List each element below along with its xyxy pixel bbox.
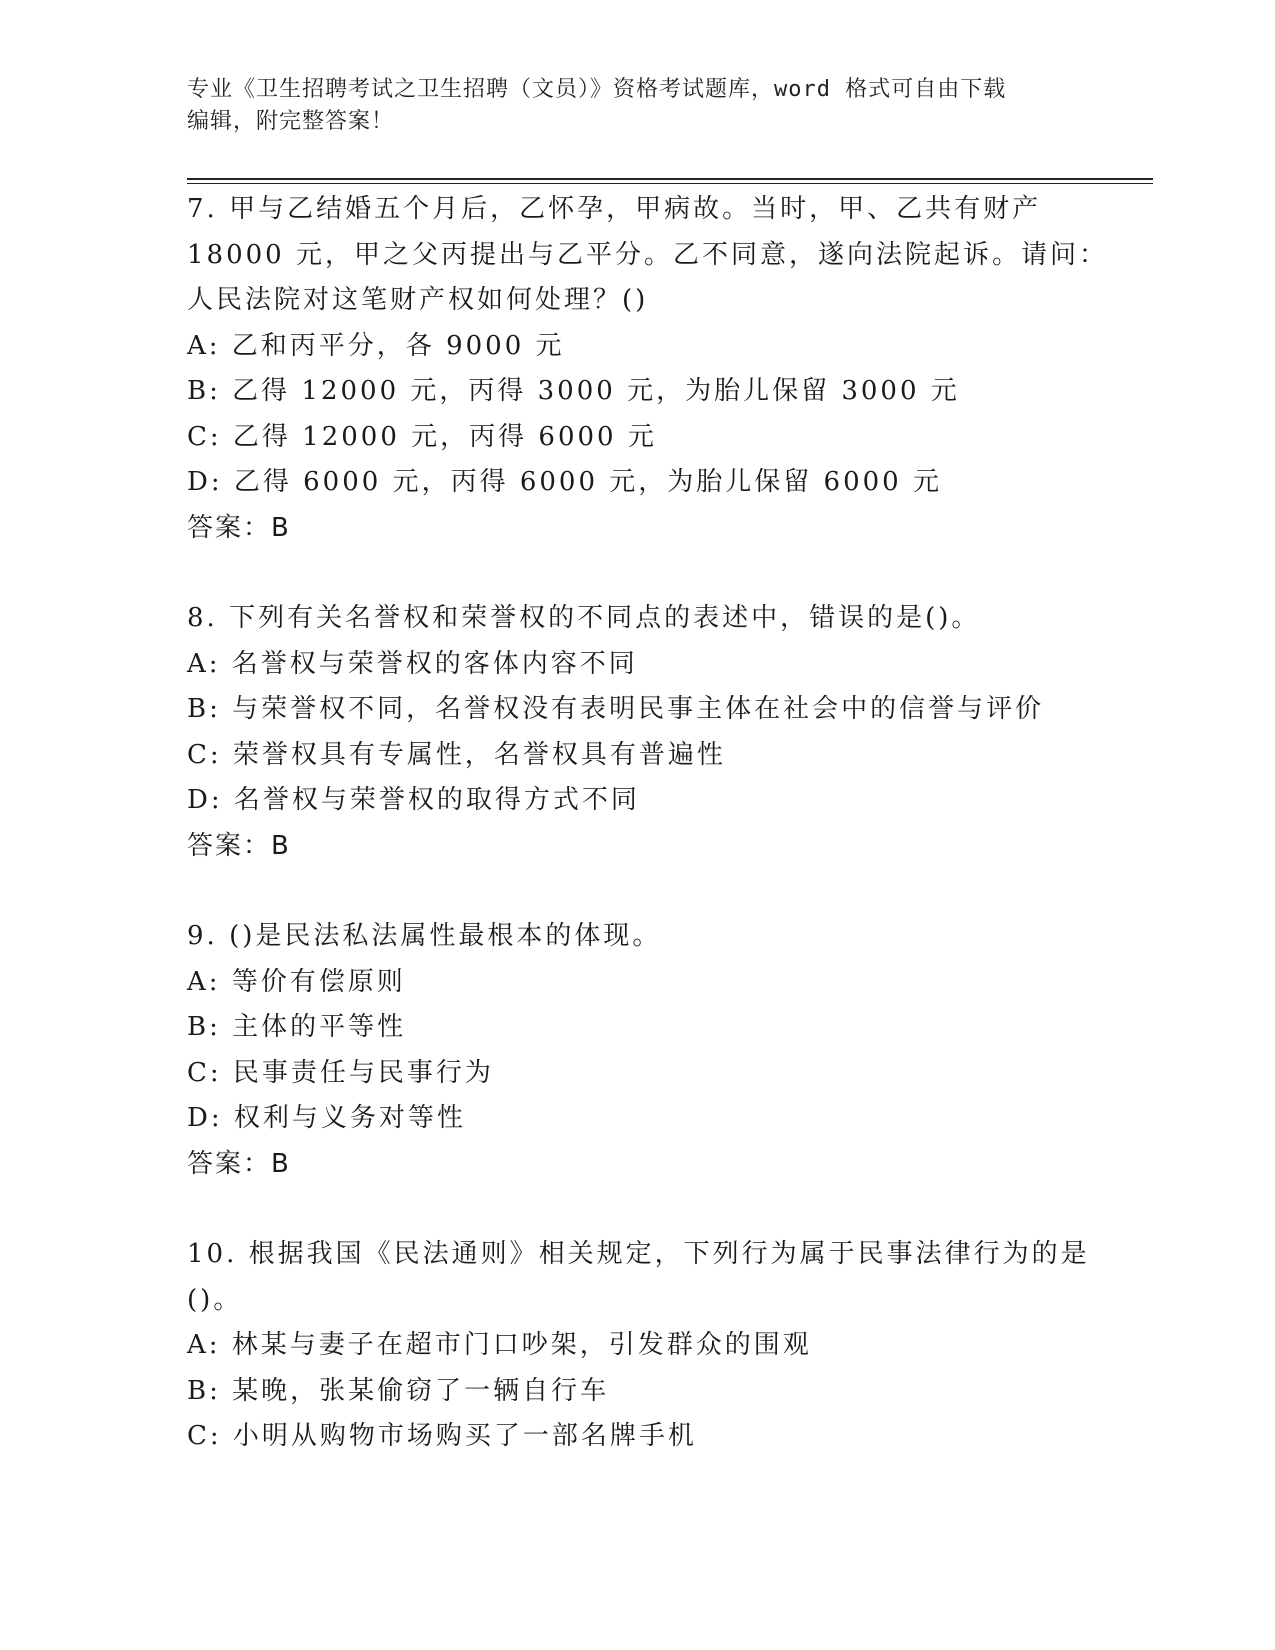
question-stem — [187, 187, 1108, 324]
question-stem — [187, 914, 1087, 960]
question-stem-line: 人民法院对这笔财产权如何处理？() — [187, 285, 649, 315]
option-c: C: 民事责任与民事行为 — [187, 1057, 494, 1088]
question-10 — [187, 1232, 1090, 1460]
question-stem-line: 18000 元，甲之父丙提出与乙平分。乙不同意，遂向法院起诉。请问： — [187, 239, 1108, 270]
question-stem — [187, 1232, 1090, 1323]
question-spacer — [187, 1187, 1087, 1232]
question-9 — [187, 914, 1087, 1187]
header-divider-thick — [187, 178, 1153, 180]
answer-line: 答案：B — [187, 1148, 291, 1179]
option-d: D: 权利与义务对等性 — [187, 1103, 466, 1133]
document-header — [187, 74, 1087, 138]
option-d: D: 名誉权与荣誉权的取得方式不同 — [187, 785, 640, 815]
option-a: A: 林某与妻子在超市门口吵架，引发群众的围观 — [187, 1330, 812, 1360]
header-line-2: 编辑，附完整答案！ — [187, 109, 395, 134]
question-stem-line: 9. ()是民法私法属性最根本的体现。 — [187, 921, 662, 951]
option-a: A: 等价有偿原则 — [187, 966, 406, 997]
question-stem-line: 10. 根据我国《民法通则》相关规定，下列行为属于民事法律行为的是 — [187, 1239, 1090, 1269]
answer-line: 答案：B — [187, 830, 291, 861]
question-stem-line: 7. 甲与乙结婚五个月后，乙怀孕，甲病故。当时，甲、乙共有财产 — [187, 194, 1042, 224]
question-spacer — [187, 869, 1087, 914]
option-a: A: 名誉权与荣誉权的客体内容不同 — [187, 648, 638, 679]
header-divider-thin — [187, 183, 1153, 184]
header-line-1: 专业《卫生招聘考试之卫生招聘（文员）》资格考试题库，word 格式可自由下载 — [187, 77, 1007, 102]
question-stem-line: 8. 下列有关名誉权和荣誉权的不同点的表述中，错误的是()。 — [187, 603, 981, 633]
option-b: B: 某晚，张某偷窃了一辆自行车 — [187, 1375, 610, 1406]
option-b: B: 乙得 12000 元，丙得 3000 元，为胎儿保留 3000 元 — [187, 376, 960, 406]
question-stem-line: ()。 — [187, 1284, 243, 1315]
option-b: B: 与荣誉权不同，名誉权没有表明民事主体在社会中的信誉与评价 — [187, 694, 1045, 724]
option-c: C: 荣誉权具有专属性，名誉权具有普遍性 — [187, 739, 726, 770]
option-c: C: 乙得 12000 元，丙得 6000 元 — [187, 421, 657, 452]
question-list — [187, 187, 1108, 1460]
option-a: A: 乙和丙平分，各 9000 元 — [187, 330, 565, 361]
option-c: C: 小明从购物市场购买了一部名牌手机 — [187, 1421, 697, 1451]
question-spacer — [187, 551, 1087, 596]
option-d: D: 乙得 6000 元，丙得 6000 元，为胎儿保留 6000 元 — [187, 467, 942, 497]
answer-line: 答案：B — [187, 512, 291, 543]
question-8 — [187, 596, 1087, 869]
question-7 — [187, 187, 1108, 551]
option-b: B: 主体的平等性 — [187, 1012, 407, 1042]
question-stem — [187, 596, 1087, 642]
